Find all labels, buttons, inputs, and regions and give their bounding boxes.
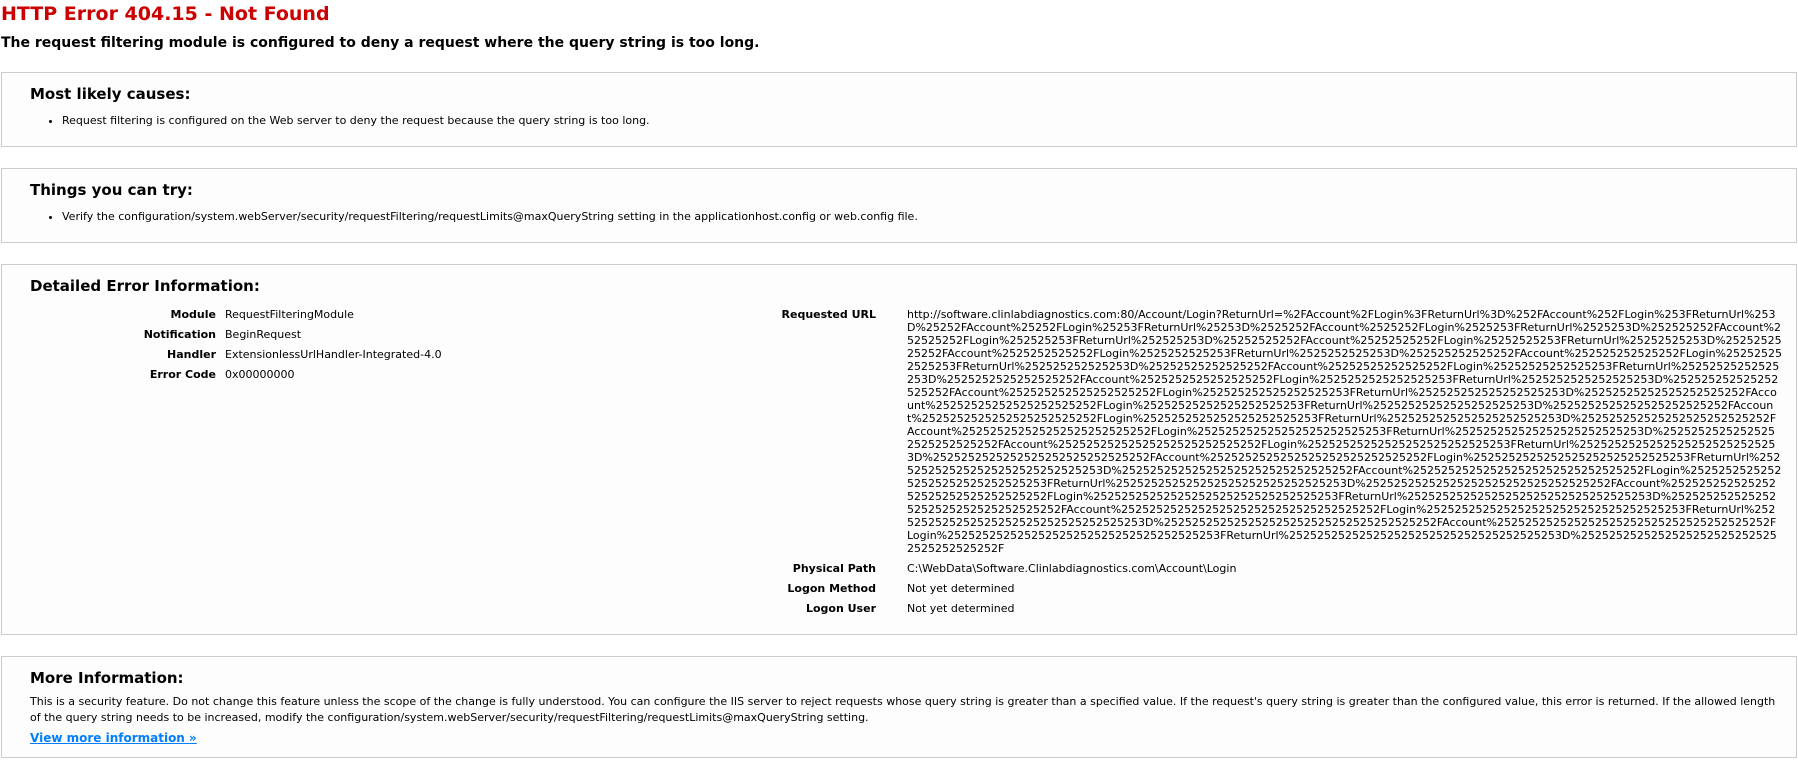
fixes-list (36, 210, 1782, 224)
more-info-text: This is a security feature. Do not change this feature unless the scope of the change is fully understood. You can configure the IIS server to reject requests whose query string is greater than a specified value. If the request's query string is greater than the configured value, this error is returned. If the allowed length of the query string needs to be increased, modify the configuration/system.webServer/security/requestFiltering/requestLimits@maxQueryString setting. (30, 694, 1776, 724)
things-you-can-try-section (1, 168, 1797, 243)
fixes-heading: Things you can try: (30, 180, 193, 199)
table-row (670, 602, 1782, 615)
requested-url-value: http://software.clinlabdiagnostics.com:80/Account/Login?ReturnUrl=%2FAccount%2FLogin%3FReturnUrl%3D%252FAccount%252FLogin%253FReturnUrl%253D%25252FAccount%25252FLogin%25253FReturnUrl%25253D%2525252FAccount%2525252FLogin%2525253FReturnUrl%2525253D%252525252FAccount%252525252FLogin%252525253FReturnUrl%252525253D%25252525252FAccount%25252525252FLogin%25252525253FReturnUrl%25252525253D%2525252525252FAccount%2525252525252FLogin%2525252525253FReturnUrl%2525252525253D%252525252525252FAccount%252525252525252FLogin%252525252525253FReturnUrl%252525252525253D%25252525252525252FAccount%25252525252525252FLogin%25252525252525253FReturnUrl%25252525252525253D%2525252525252525252FAccount%2525252525252525252FLogin%2525252525252525253FReturnUrl%2525252525252525253D%252525252525252525252FAccount%252525252525252525252FLogin%252525252525252525253FReturnUrl%252525252525252525253D%25252525252525252525252FAccount%25252525252525252525252FLogin%25252525252525252525253FReturnUrl%25252525252525252525253D%2525252525252525252525252FAccount%2525252525252525252525252FLogin%2525252525252525252525253FReturnUrl%2525252525252525252525253D%252525252525252525252525252FAccount%252525252525252525252525252FLogin%252525252525252525252525253FReturnUrl%252525252525252525252525253D%25252525252525252525252525252FAccount%25252525252525252525252525252FLogin%25252525252525252525252525253FReturnUrl%25252525252525252525252525253D%2525252525252525252525252525252FAccount%2525252525252525252525252525252FLogin%2525252525252525252525252525253FReturnUrl%2525252525252525252525252525253D%252525252525252525252525252525252FAccount%252525252525252525252525252525252FLogin%252525252525252525252525252525253FReturnUrl%252525252525252525252525252525253D%25252525252525252525252525252525252FAccount%25252525252525252525252525252525252FLogin%25252525252525252525252525252525253FReturnUrl%25252525252525252525252525252525253D%2525252525252525252525252525252525252FAccount%2525252525252525252525252525252525252FLogin%2525252525252525252525252525252525253FReturnUrl%2525252525252525252525252525252525253D%252525252525252525252525252525252525252FAccount%252525252525252525252525252525252525252FLogin%252525252525252525252525252525252525253FReturnUrl%252525252525252525252525252525252525253D%25252525252525252525252525252525252525252F (907, 307, 1782, 555)
handler-value: ExtensionlessUrlHandler-Integrated-4.0 (225, 347, 442, 361)
table-row (670, 308, 1782, 555)
more-info-heading: More Information: (30, 668, 184, 687)
logon-user-label: Logon User (805, 601, 876, 615)
details-table (30, 308, 1782, 622)
most-likely-causes-section (1, 72, 1797, 147)
physical-path-value: C:\WebData\Software.Clinlabdiagnostics.com\Account\Login (907, 561, 1237, 575)
details-right-column (670, 308, 1782, 622)
module-value: RequestFilteringModule (225, 307, 354, 321)
view-more-information-link[interactable]: View more information » (30, 730, 197, 745)
module-label: Module (170, 307, 216, 321)
fix-item: • Verify the configuration/system.webServer/security/requestFiltering/requestLimits@maxQueryString setting in the applicationhost.config or web.config file. (62, 210, 1782, 224)
details-left-column (30, 308, 670, 388)
table-row (670, 582, 1782, 595)
logon-user-value: Not yet determined (907, 601, 1015, 615)
logon-method-value: Not yet determined (907, 581, 1015, 595)
requested-url-label: Requested URL (781, 307, 876, 321)
error-code-value: 0x00000000 (225, 367, 295, 381)
detailed-error-information-section (1, 264, 1797, 635)
error-code-label: Error Code (149, 367, 216, 381)
notification-value: BeginRequest (225, 327, 302, 341)
more-information-section (1, 656, 1797, 758)
logon-method-label: Logon Method (787, 581, 876, 595)
table-row (30, 348, 670, 361)
page-subtitle: The request filtering module is configured to deny a request where the query string is too long. (1, 34, 760, 51)
causes-list (36, 114, 1782, 128)
details-heading: Detailed Error Information: (30, 276, 260, 295)
table-row (30, 328, 670, 341)
cause-item: • Request filtering is configured on the Web server to deny the request because the query string is too long. (62, 114, 1782, 128)
table-row (670, 562, 1782, 575)
notification-label: Notification (143, 327, 216, 341)
physical-path-label: Physical Path (792, 561, 876, 575)
table-row (30, 308, 670, 321)
causes-heading: Most likely causes: (30, 84, 191, 103)
page-title: HTTP Error 404.15 - Not Found (1, 3, 330, 25)
handler-label: Handler (167, 347, 216, 361)
table-row (30, 368, 670, 381)
